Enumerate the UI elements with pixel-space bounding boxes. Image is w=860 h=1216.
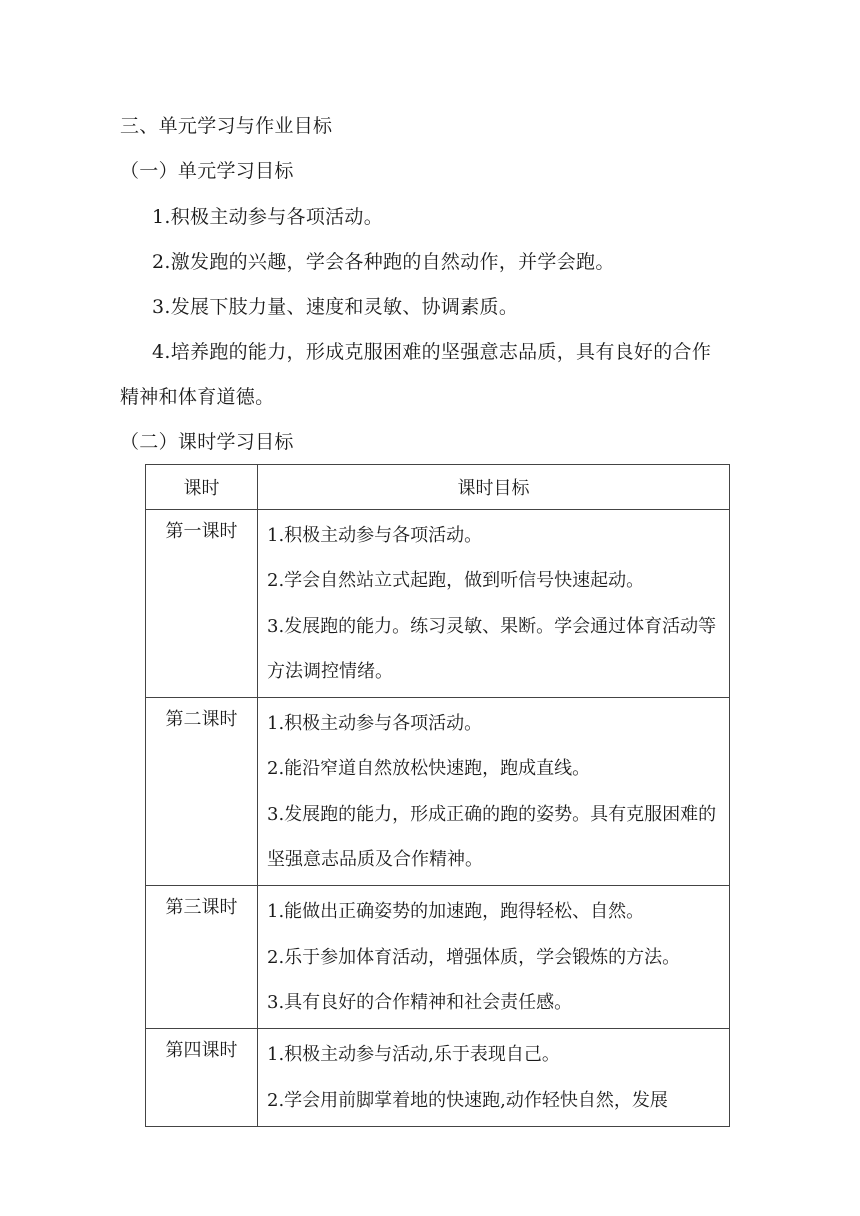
goals-cell <box>258 510 730 698</box>
goal-item: 1.积极主动参与各项活动。 <box>267 713 483 735</box>
table-row <box>146 698 730 886</box>
goals-cell <box>258 1029 730 1127</box>
unit-goal-item: 2.激发跑的兴趣，学会各种跑的自然动作，并学会跑。 <box>152 251 615 273</box>
goal-item: 2.学会用前脚掌着地的快速跑,动作轻快自然，发展 <box>267 1089 668 1111</box>
period-cell: 第三课时 <box>146 886 258 1029</box>
goal-item: 3.具有良好的合作精神和社会责任感。 <box>267 991 573 1013</box>
unit-goal-item-continuation: 精神和体育道德。 <box>120 386 275 408</box>
unit-goal-item: 4.培养跑的能力，形成克服困难的坚强意志品质，具有良好的合作 <box>152 341 712 363</box>
goals-cell <box>258 886 730 1029</box>
goal-item: 2.能沿窄道自然放松快速跑，跑成直线。 <box>267 758 591 780</box>
period-cell: 第二课时 <box>146 698 258 886</box>
header-goals: 课时目标 <box>258 465 730 510</box>
lesson-goals-table <box>145 464 730 1127</box>
goal-item: 1.积极主动参与活动,乐于表现自己。 <box>267 1044 560 1066</box>
goal-item: 1.能做出正确姿势的加速跑，跑得轻松、自然。 <box>267 901 645 923</box>
goal-item: 1.积极主动参与各项活动。 <box>267 525 483 546</box>
period-cell: 第一课时 <box>146 510 258 698</box>
goal-item: 2.乐于参加体育活动，增强体质，学会锻炼的方法。 <box>267 946 681 968</box>
table-row <box>146 1029 730 1127</box>
section-heading: 三、单元学习与作业目标 <box>120 115 333 137</box>
header-period: 课时 <box>146 465 258 510</box>
goal-item: 2.学会自然站立式起跑，做到听信号快速起动。 <box>267 570 645 592</box>
table-row <box>146 510 730 698</box>
goals-cell <box>258 698 730 886</box>
goal-item: 3.发展跑的能力。练习灵敏、果断。学会通过体育活动等方法调控情绪。 <box>267 615 717 682</box>
table-header-row <box>146 465 730 510</box>
unit-goal-item: 1.积极主动参与各项活动。 <box>152 206 384 228</box>
unit-goal-item: 3.发展下肢力量、速度和灵敏、协调素质。 <box>152 296 519 318</box>
table-row <box>146 886 730 1029</box>
unit-goals-heading: （一）单元学习目标 <box>120 160 294 182</box>
period-cell: 第四课时 <box>146 1029 258 1127</box>
goal-item: 3.发展跑的能力，形成正确的跑的姿势。具有克服困难的坚强意志品质及合作精神。 <box>267 803 717 871</box>
lesson-goals-heading: （二）课时学习目标 <box>120 431 294 453</box>
